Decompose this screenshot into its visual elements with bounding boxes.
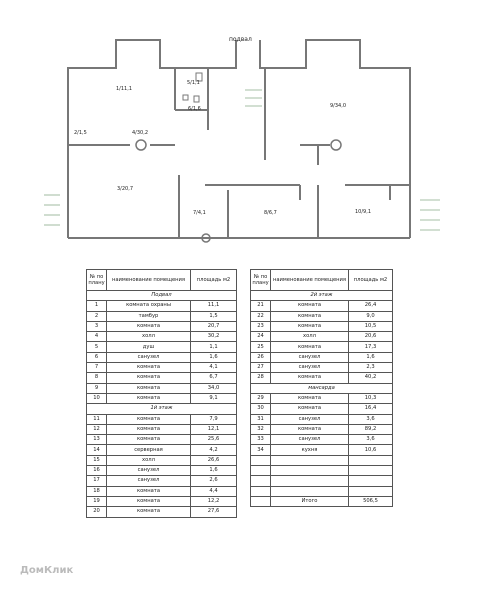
room-area: 27,6 — [191, 507, 237, 517]
room-number: 25 — [251, 342, 271, 352]
col-name-header: наименование помещения — [107, 270, 191, 291]
room-number: 16 — [87, 466, 107, 476]
table-row — [87, 435, 237, 445]
room-number: 13 — [87, 435, 107, 445]
floor-plan — [0, 0, 484, 255]
room-number: 23 — [251, 321, 271, 331]
room-number: 6 — [87, 352, 107, 362]
table-row — [87, 393, 237, 403]
room-number: 28 — [251, 373, 271, 383]
room-label: 3/20,7 — [117, 186, 133, 192]
room-label: 2/1,5 — [74, 130, 87, 136]
room-name: комната — [107, 496, 191, 506]
room-number: 8 — [87, 373, 107, 383]
table-row — [87, 507, 237, 517]
room-area: 4,1 — [191, 363, 237, 373]
room-name: комната — [107, 414, 191, 424]
room-area: 2,6 — [191, 476, 237, 486]
room-number — [251, 455, 271, 465]
watermark: ДомКлик — [20, 565, 74, 576]
room-number: 29 — [251, 393, 271, 403]
col-name-header: наименование помещения — [271, 270, 349, 291]
table-row — [251, 466, 393, 476]
col-number-header: № по плану — [251, 270, 271, 291]
room-number — [251, 496, 271, 506]
room-area: 20,7 — [191, 321, 237, 331]
section-row — [251, 383, 393, 393]
room-label: 5/1,1 — [187, 80, 200, 86]
room-label: 1/11,1 — [116, 86, 132, 92]
room-number: 34 — [251, 445, 271, 455]
table-row — [251, 363, 393, 373]
room-area: 4,2 — [191, 445, 237, 455]
room-name: санузел — [271, 435, 349, 445]
table-row — [251, 486, 393, 496]
room-name: комната — [107, 373, 191, 383]
table-row — [251, 414, 393, 424]
room-number: 12 — [87, 424, 107, 434]
rooms-table-right — [250, 269, 393, 507]
room-label: 4/30,2 — [132, 130, 148, 136]
room-number: 15 — [87, 455, 107, 465]
room-area: 26,4 — [349, 301, 393, 311]
table-row — [87, 455, 237, 465]
table-row — [87, 352, 237, 362]
room-name: комната охраны — [107, 301, 191, 311]
room-name — [271, 455, 349, 465]
room-name: холл — [107, 455, 191, 465]
table-row — [251, 321, 393, 331]
col-area-header: площадь м2 — [349, 270, 393, 291]
room-area: 1,1 — [191, 342, 237, 352]
room-name: санузел — [271, 414, 349, 424]
room-name: серверная — [107, 445, 191, 455]
room-area: 1,6 — [191, 466, 237, 476]
room-name: комната — [107, 363, 191, 373]
section-title: мансарда — [251, 383, 393, 393]
room-area: 9,1 — [191, 393, 237, 403]
room-number — [251, 476, 271, 486]
room-area: 3,6 — [349, 414, 393, 424]
table-row — [87, 342, 237, 352]
room-number: 11 — [87, 414, 107, 424]
section-title: 2й этаж — [251, 291, 393, 301]
room-number: 22 — [251, 311, 271, 321]
room-area — [349, 486, 393, 496]
room-label: 10/9,1 — [355, 209, 371, 215]
table-row — [251, 455, 393, 465]
room-name: холл — [107, 332, 191, 342]
room-name: комната — [271, 393, 349, 403]
room-name: душ — [107, 342, 191, 352]
room-area: 7,9 — [191, 414, 237, 424]
section-row — [87, 291, 237, 301]
plan-title: подвал — [229, 36, 252, 43]
room-number: 2 — [87, 311, 107, 321]
col-number-header: № по плану — [87, 270, 107, 291]
table-row — [87, 414, 237, 424]
table-row — [251, 332, 393, 342]
table-row — [87, 311, 237, 321]
room-name: комната — [271, 321, 349, 331]
table-header-row — [251, 270, 393, 291]
room-area: 12,1 — [191, 424, 237, 434]
table-row — [251, 373, 393, 383]
room-number: 1 — [87, 301, 107, 311]
room-area — [349, 455, 393, 465]
room-area: 6,7 — [191, 373, 237, 383]
section-row — [87, 404, 237, 414]
table-row — [251, 352, 393, 362]
room-name: санузел — [271, 352, 349, 362]
table-row — [87, 476, 237, 486]
room-name: комната — [107, 393, 191, 403]
table-header-row — [87, 270, 237, 291]
room-name: комната — [271, 342, 349, 352]
room-name — [271, 476, 349, 486]
room-number: 17 — [87, 476, 107, 486]
room-area: 9,0 — [349, 311, 393, 321]
table-row — [251, 311, 393, 321]
room-label: 7/4,1 — [193, 210, 206, 216]
room-label: 8/6,7 — [264, 210, 277, 216]
room-number — [251, 486, 271, 496]
room-area: 34,0 — [191, 383, 237, 393]
table-row — [251, 496, 393, 506]
section-row — [251, 291, 393, 301]
room-area: 17,3 — [349, 342, 393, 352]
room-area: 4,4 — [191, 486, 237, 496]
room-name: Итого — [271, 496, 349, 506]
room-number: 26 — [251, 352, 271, 362]
table-row — [87, 321, 237, 331]
room-number: 30 — [251, 404, 271, 414]
room-number: 14 — [87, 445, 107, 455]
room-name — [271, 466, 349, 476]
room-name: комната — [107, 321, 191, 331]
table-row — [87, 373, 237, 383]
room-name: санузел — [107, 352, 191, 362]
room-label: 6/1,6 — [188, 106, 201, 112]
room-number: 10 — [87, 393, 107, 403]
room-name: комната — [107, 507, 191, 517]
section-title: Подвал — [87, 291, 237, 301]
room-number: 7 — [87, 363, 107, 373]
table-row — [251, 393, 393, 403]
table-row — [251, 476, 393, 486]
room-number: 9 — [87, 383, 107, 393]
room-area: 89,2 — [349, 424, 393, 434]
room-number: 27 — [251, 363, 271, 373]
room-area: 506,5 — [349, 496, 393, 506]
table-row — [87, 445, 237, 455]
table-row — [251, 435, 393, 445]
room-number: 4 — [87, 332, 107, 342]
room-number: 3 — [87, 321, 107, 331]
room-area: 10,6 — [349, 445, 393, 455]
table-row — [87, 486, 237, 496]
room-name: комната — [271, 301, 349, 311]
col-area-header: площадь м2 — [191, 270, 237, 291]
room-area: 25,6 — [191, 435, 237, 445]
room-name: тамбур — [107, 311, 191, 321]
room-area: 3,6 — [349, 435, 393, 445]
room-number: 18 — [87, 486, 107, 496]
section-title: 1й этаж — [87, 404, 237, 414]
room-name: холл — [271, 332, 349, 342]
room-area: 40,2 — [349, 373, 393, 383]
table-row — [87, 466, 237, 476]
room-number: 21 — [251, 301, 271, 311]
room-area: 1,6 — [349, 352, 393, 362]
room-area: 10,5 — [349, 321, 393, 331]
room-area: 16,4 — [349, 404, 393, 414]
room-number — [251, 466, 271, 476]
room-name: комната — [107, 383, 191, 393]
room-area: 10,3 — [349, 393, 393, 403]
table-row — [251, 445, 393, 455]
room-area: 12,2 — [191, 496, 237, 506]
room-number: 32 — [251, 424, 271, 434]
room-area: 1,5 — [191, 311, 237, 321]
room-name: комната — [271, 424, 349, 434]
table-row — [87, 424, 237, 434]
table-row — [87, 363, 237, 373]
room-name — [271, 486, 349, 496]
room-name: комната — [271, 311, 349, 321]
room-name: санузел — [107, 466, 191, 476]
room-area: 11,1 — [191, 301, 237, 311]
room-name: комната — [271, 404, 349, 414]
room-area: 26,6 — [191, 455, 237, 465]
room-name: комната — [107, 486, 191, 496]
room-area — [349, 466, 393, 476]
table-row — [251, 342, 393, 352]
room-number: 24 — [251, 332, 271, 342]
room-name: кухня — [271, 445, 349, 455]
table-row — [87, 301, 237, 311]
room-name: комната — [107, 424, 191, 434]
table-row — [251, 424, 393, 434]
room-number: 31 — [251, 414, 271, 424]
room-area: 20,6 — [349, 332, 393, 342]
room-label: 9/34,0 — [330, 103, 346, 109]
room-name: комната — [271, 373, 349, 383]
table-row — [251, 404, 393, 414]
rooms-table-left — [86, 269, 237, 518]
table-row — [87, 383, 237, 393]
room-area: 30,2 — [191, 332, 237, 342]
room-name: комната — [107, 435, 191, 445]
table-row — [251, 301, 393, 311]
room-number: 19 — [87, 496, 107, 506]
room-name: санузел — [271, 363, 349, 373]
table-row — [87, 332, 237, 342]
table-row — [87, 496, 237, 506]
room-area: 2,3 — [349, 363, 393, 373]
room-number: 20 — [87, 507, 107, 517]
room-area — [349, 476, 393, 486]
room-area: 1,6 — [191, 352, 237, 362]
room-number: 33 — [251, 435, 271, 445]
room-number: 5 — [87, 342, 107, 352]
room-name: санузел — [107, 476, 191, 486]
